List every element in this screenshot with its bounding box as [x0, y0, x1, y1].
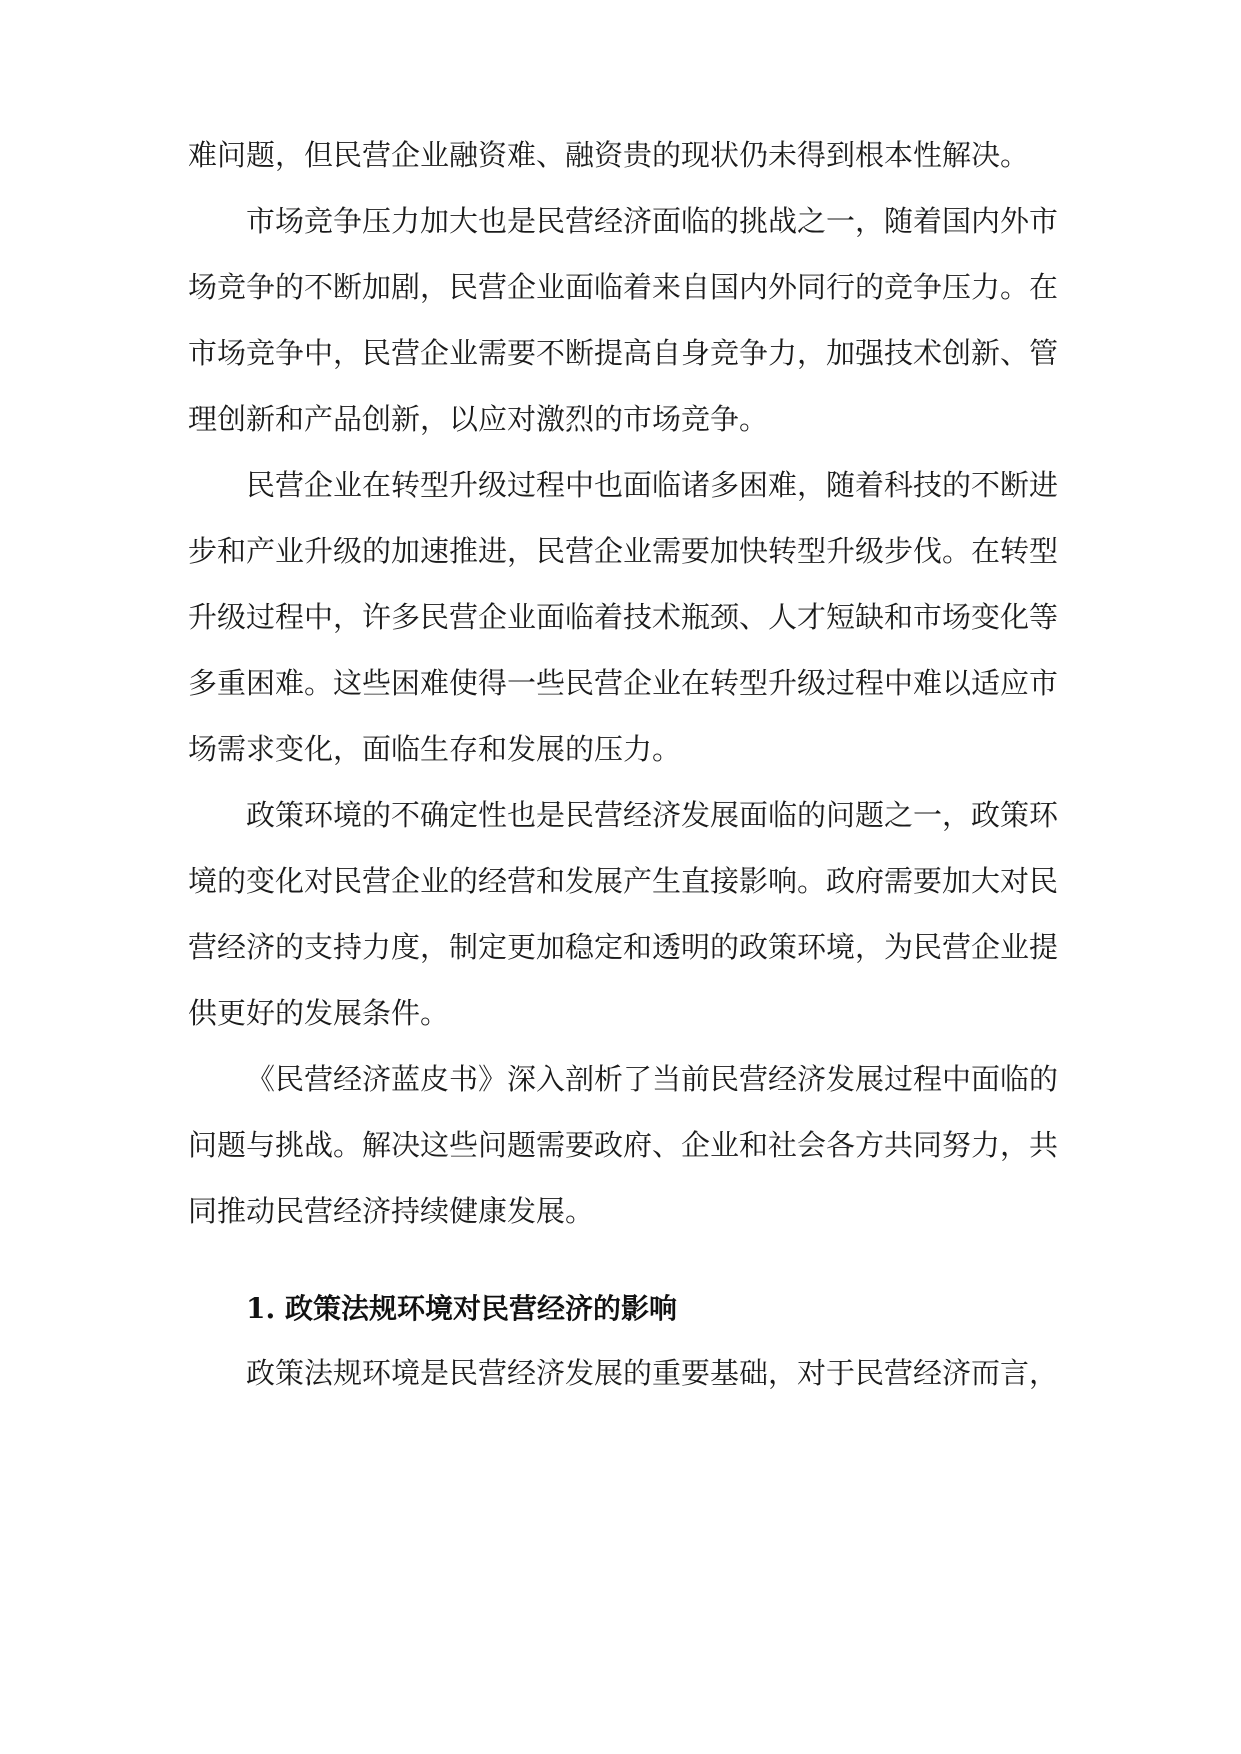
paragraph-line: 市场竞争中，民营企业需要不断提高自身竞争力，加强技术创新、管 [188, 336, 1059, 370]
section-heading: 1. 政策法规环境对民营经济的影响 [246, 1292, 677, 1325]
paragraph-line: 多重困难。这些困难使得一些民营企业在转型升级过程中难以适应市 [188, 666, 1059, 700]
paragraph-line: 政策法规环境是民营经济发展的重要基础，对于民营经济而言， [246, 1356, 1059, 1390]
paragraph-line: 理创新和产品创新，以应对激烈的市场竞争。 [188, 402, 769, 436]
paragraph-line: 境的变化对民营企业的经营和发展产生直接影响。政府需要加大对民 [188, 864, 1059, 898]
paragraph-line: 市场竞争压力加大也是民营经济面临的挑战之一，随着国内外市 [246, 204, 1059, 238]
paragraph-line: 场竞争的不断加剧，民营企业面临着来自国内外同行的竞争压力。在 [188, 270, 1059, 304]
paragraph-line: 场需求变化，面临生存和发展的压力。 [188, 732, 682, 766]
paragraph-line: 步和产业升级的加速推进，民营企业需要加快转型升级步伐。在转型 [188, 534, 1059, 568]
paragraph-line: 营经济的支持力度，制定更加稳定和透明的政策环境，为民营企业提 [188, 930, 1059, 964]
paragraph-line: 升级过程中，许多民营企业面临着技术瓶颈、人才短缺和市场变化等 [188, 600, 1059, 634]
paragraph-line: 难问题，但民营企业融资难、融资贵的现状仍未得到根本性解决。 [188, 138, 1030, 172]
paragraph-line: 同推动民营经济持续健康发展。 [188, 1194, 595, 1228]
paragraph-line: 《民营经济蓝皮书》深入剖析了当前民营经济发展过程中面临的 [246, 1062, 1059, 1096]
paragraph-line: 民营企业在转型升级过程中也面临诸多困难，随着科技的不断进 [246, 468, 1059, 502]
paragraph-line: 政策环境的不确定性也是民营经济发展面临的问题之一，政策环 [246, 798, 1059, 832]
paragraph-line: 供更好的发展条件。 [188, 996, 450, 1030]
paragraph-line: 问题与挑战。解决这些问题需要政府、企业和社会各方共同努力，共 [188, 1128, 1059, 1162]
